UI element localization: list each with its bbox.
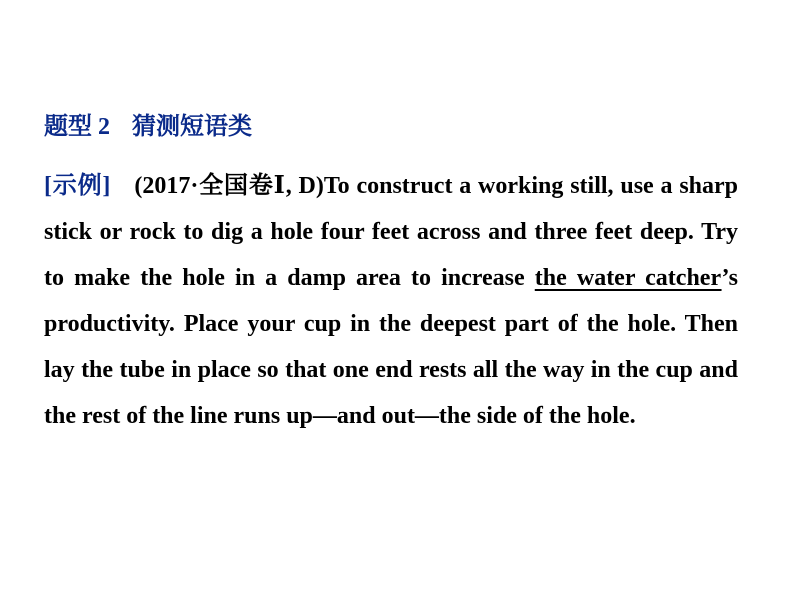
- underlined-phrase: the water catcher: [534, 265, 722, 291]
- example-tag: [示例]: [44, 173, 111, 199]
- question-type-title: 猜测短语类: [132, 114, 252, 140]
- example-passage: [44, 163, 738, 439]
- section-heading: [44, 112, 252, 142]
- passage-text-before: To construct a working still, use a sharp stick or rock to dig a hole four feet across and three feet deep. Try to make the hole in a damp area to increase: [44, 173, 739, 291]
- passage-text-after: ’s productivity. Place your cup in the deepest part of the hole. Then lay the tube in place so that one end rests all the way in the cup and the rest of the line runs up—and out—the side of the hole.: [44, 265, 738, 429]
- question-type-label: 题型 2: [44, 114, 110, 140]
- example-source: (2017·全国卷Ⅰ, D): [134, 173, 324, 199]
